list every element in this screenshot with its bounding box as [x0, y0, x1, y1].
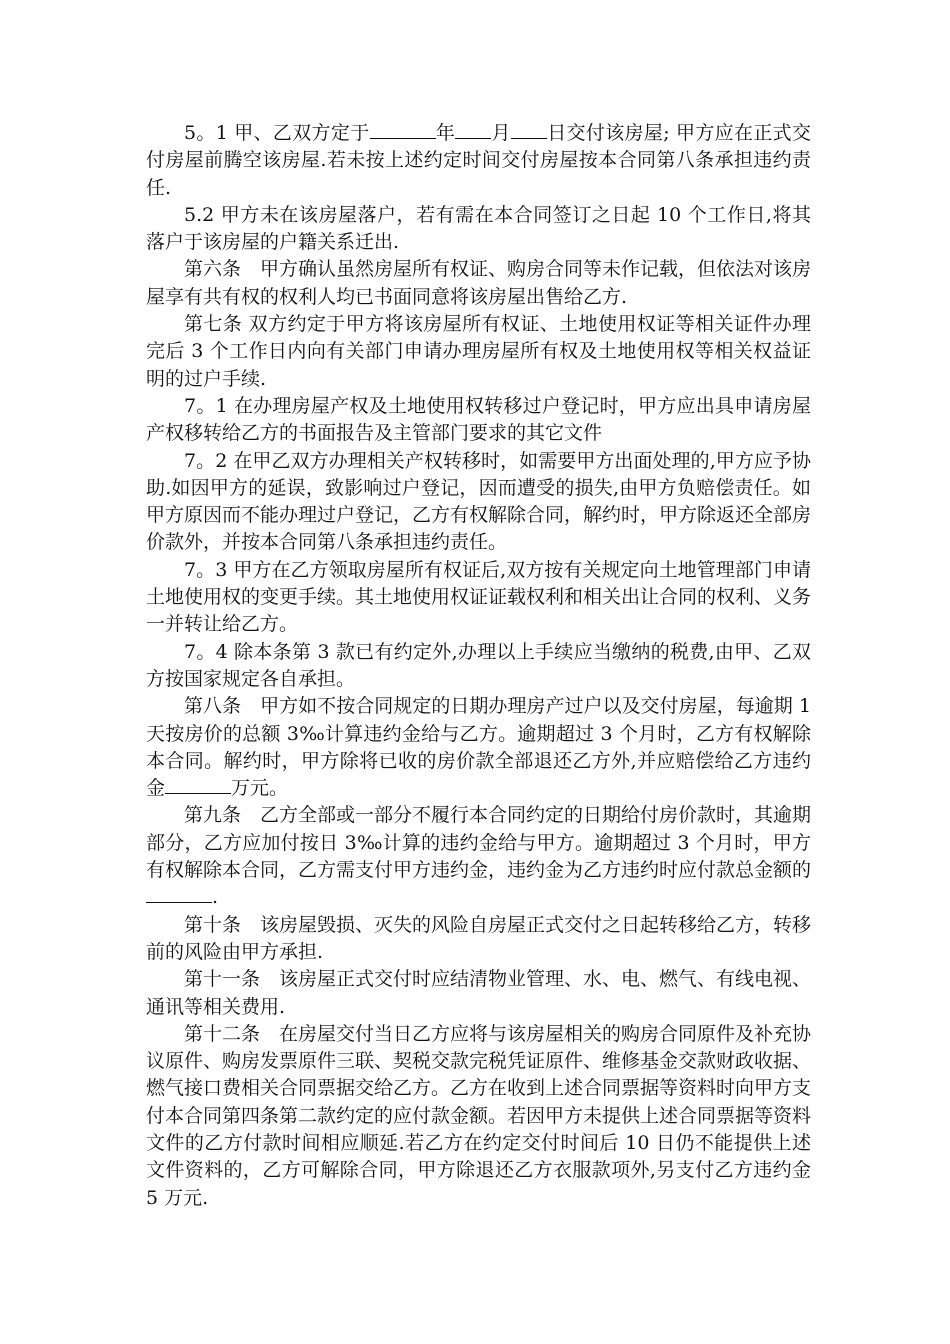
- clause-5-1-text-b: 年: [435, 122, 456, 144]
- article-7: 第七条 双方约定于甲方将该房屋所有权证、土地使用权证等相关证件办理完后 3 个工作日内向有关部门申请办理房屋所有权及土地使用权等相关权益证明的过户手续.: [146, 313, 811, 390]
- fill-blank-year[interactable]: [370, 120, 436, 139]
- article-12: 第十二条 在房屋交付当日乙方应将与该房屋相关的购房合同原件及补充协议原件、购房发票原件三联、契税交款完税凭证原件、维修基金交款财政收据、燃气接口费相关合同票据交给乙方。乙方在收到上述合同票据等资料时向甲方支付本合同第四条第二款约定的应付款金额。若因甲方未提供上述合同票据等资料文件的乙方付款时间相应顺延.若乙方在约定交付时间后 10 日仍不能提供上述文件资料的，乙方可解除合同，甲方除退还乙方衣服款项外,另支付乙方违约金 5 万元.: [146, 1022, 812, 1209]
- clause-7-1: 7。1 在办理房屋产权及土地使用权转移过户登记时，甲方应出具申请房屋产权移转给乙方的书面报告及主管部门要求的其它文件: [146, 394, 811, 445]
- clause-5-1-text-a: 5。1 甲、乙双方定于: [184, 122, 370, 144]
- article-8-text-a: 第八条 甲方如不按合同规定的日期办理房产过户以及交付房屋，每逾期 1 天按房价的总额 3‰计算违约金给与乙方。逾期超过 3 个月时，乙方有权解除本合同。解约时，甲方除将已收的房价款全部退还乙方外,并应赔偿给乙方违约金: [146, 695, 811, 800]
- clause-7-2: 7。2 在甲乙双方办理相关产权转移时，如需要甲方出面处理的,甲方应予协助.如因甲方的延误，致影响过户登记，因而遭受的损失,由甲方负赔偿责任。如甲方原因而不能办理过户登记，乙方有权解除合同，解约时，甲方除返还全部房价款外，并按本合同第八条承担违约责任。: [146, 449, 812, 554]
- clause-5-2: 5.2 甲方未在该房屋落户，若有需在本合同签订之日起 10 个工作日,将其落户于该房屋的户籍关系迁出.: [146, 203, 811, 254]
- clause-5-1: [146, 120, 811, 202]
- fill-blank-day[interactable]: [511, 120, 547, 139]
- fill-blank-penalty-amount[interactable]: [165, 775, 231, 794]
- clause-7-3: 7。3 甲方在乙方领取房屋所有权证后,双方按有关规定向土地管理部门申请土地使用权的变更手续。其土地使用权证证载权利和相关出让合同的权利、义务一并转让给乙方。: [146, 558, 812, 636]
- clause-7-4: 7。4 除本条第 3 款已有约定外,办理以上手续应当缴纳的税费,由甲、乙双方按国家规定各自承担。: [146, 640, 811, 690]
- article-11: 第十一条 该房屋正式交付时应结清物业管理、水、电、燃气、有线电视、通讯等相关费用.: [146, 968, 812, 1018]
- contract-page: [146, 120, 811, 1212]
- article-9: [146, 802, 811, 911]
- article-10: 第十条 该房屋毁损、灭失的风险自房屋正式交付之日起转移给乙方，转移前的风险由甲方承担.: [146, 913, 812, 963]
- article-9-text-b: .: [212, 886, 219, 909]
- article-6: 第六条 甲方确认虽然房屋所有权证、购房合同等未作记载，但依法对该房屋享有共有权的权利人均已书面同意将该房屋出售给乙方.: [146, 258, 812, 308]
- clause-5-1-text-d: 日交付该房屋; 甲方应在正式交付房屋前腾空该房屋.若未按上述约定时间交付房屋按本合同第八条承担违约责任.: [146, 122, 811, 199]
- article-9-text-a: 第九条 乙方全部或一部分不履行本合同约定的日期给付房价款时，其逾期部分，乙方应加付按日 3‰计算的违约金给与甲方。逾期超过 3 个月时，甲方有权解除本合同，乙方需支付甲方违约金，违约金为乙方违约时应付款总金额的: [146, 804, 812, 882]
- fill-blank-penalty-ratio[interactable]: [146, 884, 212, 903]
- article-8-text-b: 万元。: [231, 777, 289, 800]
- fill-blank-month[interactable]: [455, 120, 491, 139]
- clause-5-1-text-c: 月: [491, 122, 511, 144]
- article-8: [146, 693, 811, 802]
